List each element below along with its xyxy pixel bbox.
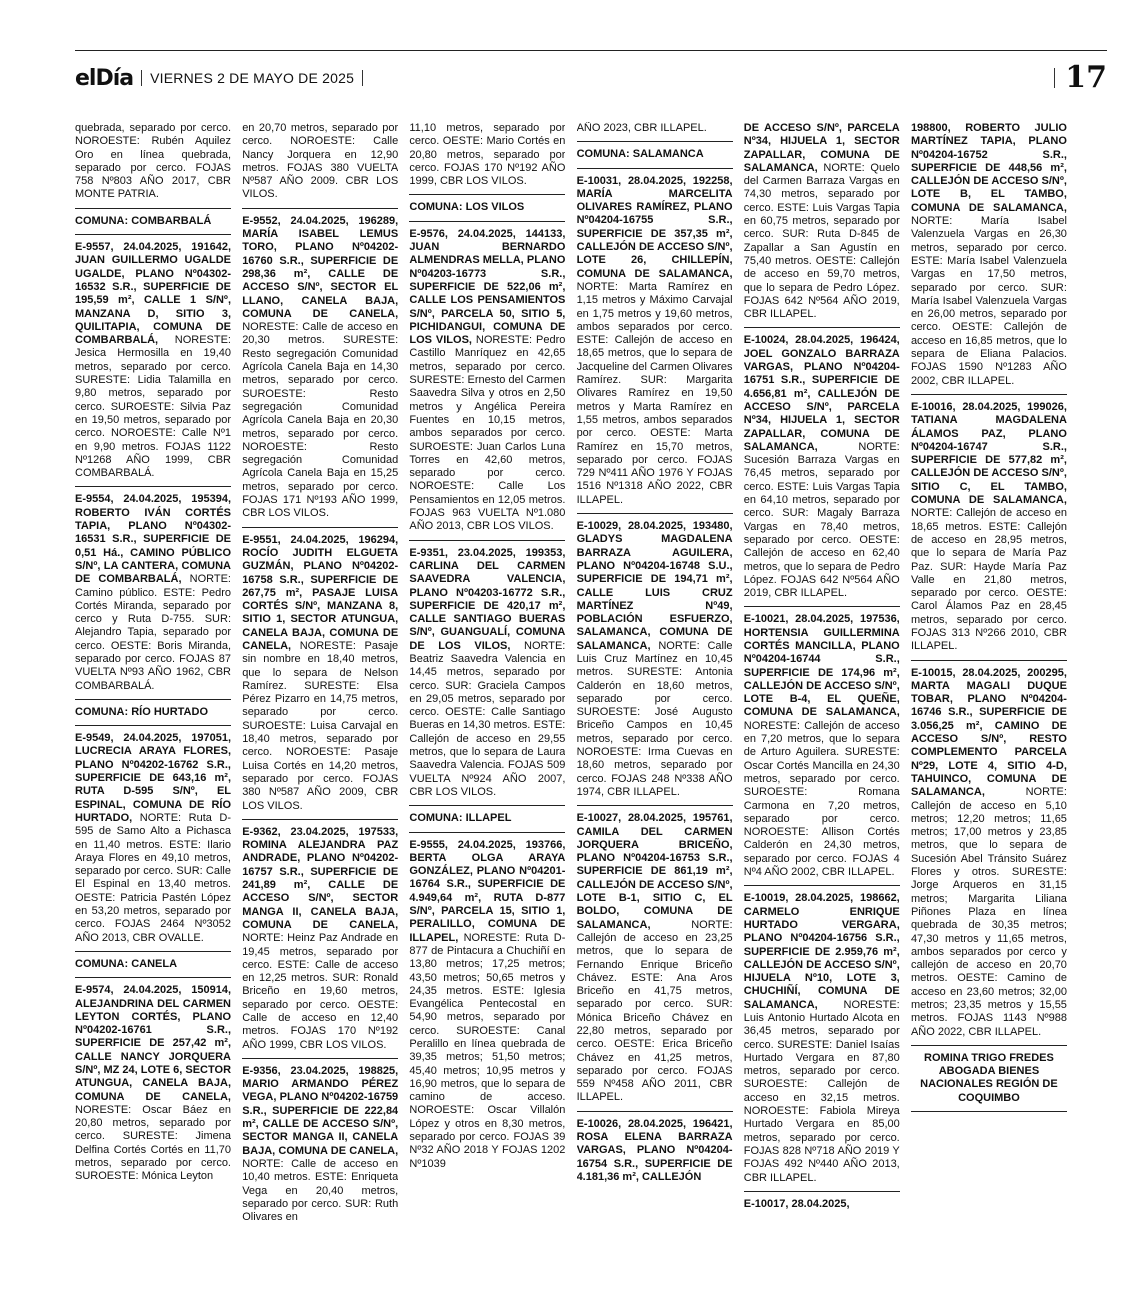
notice-heading: E-10019, 28.04.2025, 198662, CARMELO ENRIQUE HURTADO VERGARA, PLANO Nº04204-16756 S.R., SUPERFICIE DE 2.959,76 m², CALLEJÓN DE ACCESO S/Nº, HIJUELA Nº10, LOTE 3, CHUCHIÑÍ, COMUNA DE SALAMANCA, bbox=[743, 892, 900, 1011]
comuna-heading: COMUNA: SALAMANCA bbox=[576, 148, 704, 161]
notice-body: NORTE: Quelo del Carmen Barraza Vargas en 74,30 metros, separado por cerco. ESTE: Luis Vargas Tapia en 60,75 metros, separado por cerco. SUR: Ruta D-845 de Zapallar a San Agustín en 75,40 metros. OESTE: Callejón de acceso en 59,70 metros, que lo separa de Pedro López. FOJAS 642 Nº564 AÑO 2019, CBR ILLAPEL. bbox=[743, 161, 900, 321]
notice-body: NORESTE: Jesica Hermosilla en 19,40 metros, separado por cerco. SURESTE: Lidia Talamilla en 9,80 metros, separado por cerco. SUROESTE: Silvia Paz en 19,50 metros, separado por cerco. NOROESTE: Calle Nº1 en 9,90 metros. FOJAS 1122 Nº1268 AÑO 1999, CBR COMBARBALÁ. bbox=[75, 334, 231, 480]
notice-body: NORTE: Heinz Paz Andrade en 19,45 metros, separado por cerco. ESTE: Calle de acceso en 12,25 metros. SUR: Ronald Briceño en 19,60 metros, separado por cerco. OESTE: Calle de acceso en 12,40 metros. FOJAS 170 Nº192 AÑO 1999, CBR LOS VILOS. bbox=[242, 932, 399, 1051]
notice-entry bbox=[744, 334, 900, 600]
notice-entry bbox=[75, 984, 231, 1183]
comuna-heading: COMUNA: COMBARBALÁ bbox=[75, 214, 212, 227]
notice-body: 11,10 metros, separado por cerco. OESTE: Mario Cortés en 20,80 metros, separado por cerco. FOJAS 170 Nº192 AÑO 1999, CBR LOS VILOS. bbox=[409, 122, 566, 188]
divider bbox=[744, 885, 900, 886]
masthead bbox=[75, 60, 1107, 95]
notice-entry bbox=[577, 1118, 733, 1184]
notice-entry bbox=[75, 493, 231, 692]
page-number: 17 bbox=[1065, 60, 1107, 95]
divider bbox=[75, 977, 231, 978]
notice-body: quebrada, separado por cerco. NOROESTE: Rubén Aquilez Oro en línea quebrada, separado por cerco. FOJAS 758 Nº803 AÑO 2017, CBR MONTE PATRIA. bbox=[75, 122, 231, 201]
divider bbox=[577, 805, 733, 806]
notice-heading: E-10029, 28.04.2025, 193480, GLADYS MAGDALENA BARRAZA AGUILERA, PLANO Nº04204-16748 S.U., SUPERFICIE DE 194,71 m², CALLE LUIS CRUZ MARTÍNEZ Nº49, POBLACIÓN ESFUERZO, SALAMANCA, COMUNA DE SALAMANCA, bbox=[576, 520, 733, 652]
divider bbox=[409, 832, 565, 833]
notice-heading: E-9552, 24.04.2025, 196289, MARÍA ISABEL LEMUS TORO, PLANO Nº04202-16760 S.R., SUPERFICIE DE 298,36 m², CALLE DE ACCESO S/Nº, SECTOR EL LLANO, CANELA BAJA, COMUNA DE CANELA, bbox=[242, 214, 399, 320]
divider bbox=[75, 951, 231, 952]
notice-entry bbox=[577, 812, 733, 1105]
comuna-heading: COMUNA: LOS VILOS bbox=[409, 201, 525, 214]
notice-heading: E-9356, 23.04.2025, 198825, MARIO ARMANDO PÉREZ VEGA, PLANO Nº04202-16759 S.R., SUPERFICIE DE 222,84 m², CALLE DE ACCESO S/Nº, SECTOR MANGA II, CANELA BAJA, COMUNA DE CANELA, bbox=[242, 1064, 399, 1157]
notice-continuation bbox=[577, 122, 733, 135]
top-rule bbox=[75, 50, 1107, 51]
divider bbox=[75, 699, 231, 700]
notice-entry bbox=[409, 547, 565, 800]
notice-entry bbox=[744, 122, 900, 321]
column-3 bbox=[409, 122, 565, 1307]
notice-entry bbox=[242, 534, 398, 813]
notice-entry bbox=[409, 839, 565, 1171]
column-5 bbox=[744, 122, 900, 1307]
notice-heading: E-10027, 28.04.2025, 195761, CAMILA DEL CARMEN JORQUERA BRICEÑO, PLANO Nº04204-16753 S.R., SUPERFICIE DE 861,19 m², CALLEJÓN DE ACCESO S/Nº, LOTE B-1, SITIO C, EL BOLDO, COMUNA DE SALAMANCA, bbox=[576, 812, 733, 931]
column-4 bbox=[577, 122, 733, 1307]
divider bbox=[577, 1111, 733, 1112]
notice-body: NORTE: Callejón de acceso en 23,25 metros, que lo separa de Fernando Enrique Briceño Chávez. ESTE: Ana Aros Briceño en 41,75 metros, separado por cerco. SUR: Mónica Briceño Chávez en 22,80 metros, separado por cerco. OESTE: Erica Briceño Chávez en 41,25 metros, separado por cerco. FOJAS 559 Nº458 AÑO 2011, CBR ILLAPEL. bbox=[576, 918, 733, 1104]
divider bbox=[409, 805, 565, 806]
notice-body: NORTE: Sucesión Barraza Vargas en 76,45 metros, separado por cerco. ESTE: Luis Vargas Tapia en 64,10 metros, separado por cerco. SUR: Magaly Barraza Vargas en 78,40 metros, separado por cerco. OESTE: Callejón de acceso en 62,40 metros, que lo separa de Pedro López. FOJAS 642 Nº564 AÑO 2019, CBR ILLAPEL. bbox=[743, 440, 900, 600]
divider bbox=[744, 606, 900, 607]
notice-entry bbox=[242, 826, 398, 1052]
notice-heading: 198800, ROBERTO JULIO MARTÍNEZ TAPIA, PLANO Nº04204-16752 S.R., SUPERFICIE DE 448,56 m², CALLEJÓN DE ACCESO S/Nº, LOTE B, EL TAMBO, COMUNA DE SALAMANCA, bbox=[910, 122, 1067, 214]
notice-heading: E-9574, 24.04.2025, 150914, ALEJANDRINA DEL CARMEN LEYTON CORTÉS, PLANO Nº04202-16761 S.R., SUPERFICIE DE 257,42 m², CALLE NANCY JORQUERA S/Nº, MZ 24, LOTE 6, SECTOR ATUNGUA, CANELA BAJA, COMUNA DE CANELA, bbox=[75, 984, 231, 1103]
notice-heading: E-10024, 28.04.2025, 196424, JOEL GONZALO BARRAZA VARGAS, PLANO Nº04204-16751 S.R., SUPERFICIE DE 4.656,81 m², CALLEJÓN DE ACCESO S/Nº, PARCELA Nº34, HIJUELA 1, SECTOR ZAPALLAR, COMUNA DE SALAMANCA, bbox=[743, 334, 900, 453]
notice-heading: E-10026, 28.04.2025, 196421, ROSA ELENA BARRAZA VARGAS, PLANO Nº04204-16754 S.R., SUPERFICIE DE 4.181,36 m², CALLEJÓN bbox=[576, 1117, 733, 1183]
notice-body: NORESTE: Oscar Báez en 20,80 metros, separado por cerco. SURESTE: Jimena Delfina Cortés Cortés en 11,70 metros, separado por cerco. SUROESTE: Mónica Leyton bbox=[75, 1103, 231, 1183]
notice-body: NORTE: Callejón de acceso en 5,10 metros; 12,20 metros; 11,65 metros; 17,00 metros y 23,85 metros, que lo separa de Sucesión Abel Tránsito Suárez Flores y otros. SURESTE: Jorge Arqueros en 31,15 metros; Margarita Liliana Piñones Plaza en línea quebrada de 30,35 metros; 47,30 metros y 11,65 metros, ambos separados por cerco y callejón de acceso en 20,70 metros. OESTE: Camino de acceso en 23,60 metros; 32,00 metros; 23,35 metros y 15,55 metros. FOJAS 1143 Nº988 AÑO 2022, CBR ILLAPEL. bbox=[910, 786, 1067, 1038]
notice-body: NORTE: Beatriz Saavedra Valencia en 14,45 metros, separado por cerco. SUR: Graciela Campos en 29,05 metros, separado por cerco. OESTE: Calle Santiago Bueras en 14,30 metros. ESTE: Callejón de acceso en 29,55 metros, que lo separa de Laura Saavedra Valencia. FOJAS 509 VUELTA Nº924 AÑO 2007, CBR LOS VILOS. bbox=[409, 639, 566, 798]
notice-entry bbox=[409, 228, 565, 534]
notice-entry bbox=[75, 732, 231, 945]
header-separator bbox=[362, 70, 363, 86]
notice-body: NORESTE: Calle de acceso en 20,30 metros. SURESTE: Resto segregación Comunidad Agrícola Canela Baja en 14,30 metros, separado por cerco. SUROESTE: Resto segregación Comunidad Agrícola Canela Baja en 20,30 metros, separado por cerco. NOROESTE: Resto segregación Comunidad Agrícola Canela Baja en 15,25 metros, separado por cerco. FOJAS 171 Nº193 AÑO 1999, CBR LOS VILOS. bbox=[242, 321, 399, 520]
divider bbox=[911, 1045, 1067, 1046]
notice-continuation bbox=[409, 122, 565, 188]
notice-heading: E-9576, 24.04.2025, 144133, JUAN BERNARDO ALMENDRAS MELLA, PLANO Nº04203-16773 S.R., SUPERFICIE DE 522,06 m², CALLE LOS PENSAMIENTOS S/Nº, PARCELA 50, SITIO 5, PICHIDANGUI, COMUNA DE LOS VILOS, bbox=[409, 227, 566, 347]
notice-body: en 20,70 metros, separado por cerco. NOROESTE: Calle Nancy Jorquera en 12,90 metros. FOJAS 380 VUELTA Nº587 AÑO 2009. CBR LOS VILOS. bbox=[242, 122, 399, 201]
divider bbox=[242, 1058, 398, 1059]
divider bbox=[911, 660, 1067, 661]
divider bbox=[911, 394, 1067, 395]
signature-block: ROMINA TRIGO FREDES ABOGADA BIENES NACIONALES REGIÓN DE COQUIMBO bbox=[920, 1051, 1058, 1104]
notice-continuation bbox=[75, 122, 231, 202]
notice-heading: E-10031, 28.04.2025, 192258, MARÍA MARCELITA OLIVARES RAMÍREZ, PLANO Nº04204-16755 S.R., SUPERFICIE DE 357,35 m², CALLEJÓN DE ACCESO S/Nº, LOTE 26, CHILLEPÍN, COMUNA DE SALAMANCA, bbox=[576, 174, 733, 280]
notice-body: NORESTE: Callejón de acceso en 7,20 metros, que lo separa de Arturo Aguilera. SURESTE: Oscar Cortés Mancilla en 24,30 metros, separado por cerco. SUROESTE: Romana Carmona en 7,20 metros, separado por cerco. NOROESTE: Allison Cortés Calderón en 24,30 metros, separado por cerco. FOJAS 4 Nº4 AÑO 2002, CBR ILLAPEL. bbox=[743, 719, 900, 879]
notice-heading: E-10017, 28.04.2025, bbox=[743, 1197, 850, 1210]
notice-entry bbox=[744, 892, 900, 1185]
notice-body: NORESTE: Pasaje sin nombre en 18,40 metros, que lo separa de Nelson Ramírez. SURESTE: Elsa Pérez Pizarro en 14,75 metros, separado por cerco. SUROESTE: Luisa Carvajal en 18,40 metros, separado por cerco. NOROESTE: Pasaje Luisa Cortés en 14,20 metros, separado por cerco. FOJAS 380 Nº587 AÑO 2009, CBR LOS VILOS. bbox=[242, 639, 399, 812]
column-1 bbox=[75, 122, 231, 1307]
notice-entry bbox=[242, 215, 398, 521]
notice-entry bbox=[744, 613, 900, 879]
divider bbox=[75, 208, 231, 209]
notice-heading: E-10021, 28.04.2025, 197536, HORTENSIA GUILLERMINA CORTÉS MANCILLA, PLANO Nº04204-16744 S.R., SUPERFICIE DE 174,96 m², CALLEJÓN DE ACCESO S/Nº, LOTE B-4, EL QUEÑE, COMUNA DE SALAMANCA, bbox=[743, 613, 900, 719]
notice-heading: E-9362, 23.04.2025, 197533, ROMINA ALEJANDRA PAZ ANDRADE, PLANO Nº04202-16757 S.R., SUPERFICIE DE 241,89 m², CALLE DE ACCESO S/Nº, SECTOR MANGA II, CANELA BAJA, COMUNA DE CANELA, bbox=[242, 825, 399, 931]
divider bbox=[577, 513, 733, 514]
divider bbox=[911, 1111, 1067, 1112]
notice-heading: E-9554, 24.04.2025, 195394, ROBERTO IVÁN CORTÉS TAPIA, PLANO Nº04302-16531 S.R., SUPERFICIE DE 0,51 Há., CAMINO PÚBLICO S/Nº, LA CANTERA, COMUNA DE COMBARBALÁ, bbox=[75, 493, 231, 586]
notice-entry bbox=[911, 122, 1067, 388]
divider bbox=[409, 540, 565, 541]
notice-body: NORESTE: Ruta D-877 de Pintacura a Chuchiñí en 13,80 metros; 17,25 metros; 43,50 metros; 50,65 metros y 24,35 metros. ESTE: Iglesia Evangélica Pentecostal en 54,90 metros, separado por cerco. SUROESTE: Canal Peralillo en línea quebrada de 39,35 metros; 51,50 metros; 45,40 metros; 10,95 metros y 16,90 metros, que lo separa de camino de acceso. NOROESTE: Oscar Villalón López y otros en 8,30 metros, separado por cerco. FOJAS 39 Nº32 AÑO 2018 Y FOJAS 1202 Nº1039 bbox=[409, 931, 566, 1170]
column-6 bbox=[911, 122, 1067, 1307]
notice-heading: DE ACCESO S/Nº, PARCELA Nº34, HIJUELA 1, SECTOR ZAPALLAR, COMUNA DE SALAMANCA, bbox=[743, 122, 900, 174]
notice-heading: E-9551, 24.04.2025, 196294, ROCÍO JUDITH ELGUETA GUZMÁN, PLANO Nº04202-16758 S.R., SUPERFICIE DE 267,75 m², PASAJE LUISA CORTÉS S/Nº, MANZANA 8, SITIO 1, SECTOR ATUNGUA, CANELA BAJA, COMUNA DE CANELA, bbox=[242, 533, 399, 652]
divider bbox=[744, 1191, 900, 1192]
page-number-separator bbox=[1054, 68, 1055, 88]
notice-body: NORTE: Ruta D-595 de Samo Alto a Pichasca en 11,40 metros. ESTE: Ilario Araya Flores en 49,10 metros, separado por cerco. SUR: Calle El Espinal en 13,40 metros. OESTE: Patricia Pastén López en 53,20 metros, separado por cerco. FOJAS 2464 Nº3052 AÑO 2013, CBR OVALLE. bbox=[75, 811, 231, 944]
divider bbox=[409, 194, 565, 195]
comuna-heading: COMUNA: ILLAPEL bbox=[409, 812, 512, 825]
notice-body: NORTE: Calle Luis Cruz Martínez en 10,45 metros. SURESTE: Antonia Calderón en 18,60 metros, separado por cerco. SUROESTE: José Augusto Briceño Campos en 10,45 metros, separado por cerco. NOROESTE: Irma Cuevas en 18,60 metros, separado por cerco. FOJAS 248 Nº338 AÑO 1974, CBR ILLAPEL. bbox=[576, 639, 733, 798]
notice-heading: E-9351, 23.04.2025, 199353, CARLINA DEL CARMEN SAAVEDRA VALENCIA, PLANO Nº04203-16772 S.R., SUPERFICIE DE 420,17 m², CALLE SANTIAGO BUERAS S/Nº, GUANGUALÍ, COMUNA DE LOS VILOS, bbox=[409, 546, 566, 652]
page-number-block bbox=[1046, 60, 1107, 95]
column-2 bbox=[242, 122, 398, 1307]
divider bbox=[242, 208, 398, 209]
notice-heading: E-9555, 24.04.2025, 193766, BERTA OLGA ARAYA GONZÁLEZ, PLANO Nº04201-16764 S.R., SUPERFICIE DE 4.949,64 m², RUTA D-877 S/Nº, PARCELA 15, SITIO 1, PERALILLO, COMUNA DE ILLAPEL, bbox=[409, 838, 566, 944]
notice-entry bbox=[75, 241, 231, 480]
notice-body: NORESTE: Luis Antonio Hurtado Alcota en 36,45 metros, separado por cerco. SURESTE: Daniel Isaías Hurtado Vergara en 87,80 metros, separado por cerco. SUROESTE: Callejón de acceso en 32,15 metros. NOROESTE: Fabiola Mireya Hurtado Vergara en 85,00 metros, separado por cerco. FOJAS 828 Nº718 AÑO 2019 Y FOJAS 492 Nº440 AÑO 2013, CBR ILLAPEL. bbox=[743, 998, 900, 1184]
comuna-heading: COMUNA: CANELA bbox=[75, 957, 178, 970]
notice-body: NORTE: Marta Ramírez en 1,15 metros y Máximo Carvajal en 1,75 metros y 19,60 metros, ambos separados por cerco. ESTE: Callejón de acceso en 18,65 metros, que lo separa de Jacqueline del Carmen Olivares Ramírez. SUR: Margarita Olivares Ramírez en 19,50 metros y Marta Ramírez en 1,55 metros, ambos separados por cerco. OESTE: Marta Ramírez en 15,70 metros, separado por cerco. FOJAS 729 Nº411 AÑO 1976 Y FOJAS 1516 Nº1318 AÑO 2022, CBR ILLAPEL. bbox=[576, 280, 733, 506]
notice-entry bbox=[577, 175, 733, 507]
notice-entry bbox=[242, 1065, 398, 1225]
notice-body: NORTE: María Isabel Valenzuela Vargas en 26,30 metros, separado por cerco. ESTE: María Isabel Valenzuela Vargas en 17,50 metros, separado por cerco. SUR: María Isabel Valenzuela Vargas en 26,00 metros, separado por cerco. OESTE: Callejón de acceso en 16,85 metros, que lo separa de Eliana Palacios. FOJAS 1590 Nº1283 AÑO 2002, CBR ILLAPEL. bbox=[910, 215, 1067, 387]
divider bbox=[409, 221, 565, 222]
divider bbox=[577, 168, 733, 169]
notice-body: NORESTE: Pedro Castillo Manríquez en 42,65 metros, separado por cerco. SURESTE: Ernesto del Carmen Saavedra Silva y otros en 2,50 metros y Angélica Pereira Fuentes en 10,15 metros, ambos separados por cerco. SUROESTE: Juan Carlos Luna Torres en 42,60 metros, separado por cerco. NOROESTE: Calle Los Pensamientos en 12,05 metros. FOJAS 963 VUELTA Nº1.080 AÑO 2013, CBR LOS VILOS. bbox=[409, 334, 566, 533]
notice-body: AÑO 2023, CBR ILLAPEL. bbox=[576, 122, 707, 134]
notice-body: NORTE: Camino público. ESTE: Pedro Cortés Miranda, separado por cerco y Ruta D-755. SUR: Alejandro Tapia, separado por cerco. OESTE: Boris Miranda, separado por cerco. FOJAS 87 VUELTA Nº93 AÑO 1962, CBR COMBARBALÁ. bbox=[75, 573, 231, 692]
divider bbox=[75, 725, 231, 726]
notice-entry bbox=[577, 520, 733, 799]
notice-continuation bbox=[242, 122, 398, 202]
header-separator bbox=[141, 70, 142, 86]
divider bbox=[242, 819, 398, 820]
notice-body: NORTE: Callejón de acceso en 18,65 metros. ESTE: Callejón de acceso en 28,95 metros, que lo separa de María Paz Paz. SUR: Hayde María Paz Valle en 21,80 metros, separado por cerco. OESTE: Carol Álamos Paz en 28,45 metros, separado por cerco. FOJAS 313 Nº266 2010, CBR ILLAPEL. bbox=[910, 507, 1067, 653]
notice-body: NORTE: Calle de acceso en 10,40 metros. ESTE: Enriqueta Vega en 20,40 metros, separado por cerco. SUR: Ruth Olivares en bbox=[242, 1157, 399, 1224]
notice-heading: E-9549, 24.04.2025, 197051, LUCRECIA ARAYA FLORES, PLANO Nº04202-16762 S.R., SUPERFICIE DE 643,16 m², RUTA D-595 S/Nº, EL ESPINAL, COMUNA DE RÍO HURTADO, bbox=[75, 732, 231, 824]
notice-entry bbox=[911, 667, 1067, 1039]
comuna-heading: COMUNA: RÍO HURTADO bbox=[75, 705, 209, 718]
notice-columns bbox=[75, 122, 1107, 1307]
notice-heading: E-10015, 28.04.2025, 200295, MARTA MAGALI DUQUE TOBAR, PLANO Nº04204-16746 S.R., SUPERFICIE DE 3.056,25 m², CAMINO DE ACCESO S/Nº, RESTO COMPLEMENTO PARCELA Nº29, LOTE 4, SITIO 4-D, TAHUINCO, COMUNA DE SALAMANCA, bbox=[910, 666, 1067, 799]
issue-date: VIERNES 2 DE MAYO DE 2025 bbox=[150, 70, 355, 86]
divider bbox=[577, 141, 733, 142]
divider bbox=[75, 486, 231, 487]
notice-entry bbox=[911, 401, 1067, 654]
notice-entry bbox=[744, 1198, 900, 1211]
notice-heading: E-9557, 24.04.2025, 191642, JUAN GUILLERMO UGALDE UGALDE, PLANO Nº04302-16532 S.R., SUPERFICIE DE 195,59 m², CALLE 1 S/Nº, MANZANA D, SITIO 3, QUILITAPIA, COMUNA DE COMBARBALÁ, bbox=[75, 241, 231, 347]
divider bbox=[744, 327, 900, 328]
divider bbox=[242, 527, 398, 528]
notice-heading: E-10016, 28.04.2025, 199026, TATIANA MAGDALENA ÁLAMOS PAZ, PLANO Nº04204-16747 S.R., SUPERFICIE DE 577,82 m², CALLEJÓN DE ACCESO S/Nº, SITIO C, EL TAMBO, COMUNA DE SALAMANCA, bbox=[910, 400, 1067, 507]
newspaper-logo: elDía bbox=[75, 65, 134, 91]
divider bbox=[75, 234, 231, 235]
